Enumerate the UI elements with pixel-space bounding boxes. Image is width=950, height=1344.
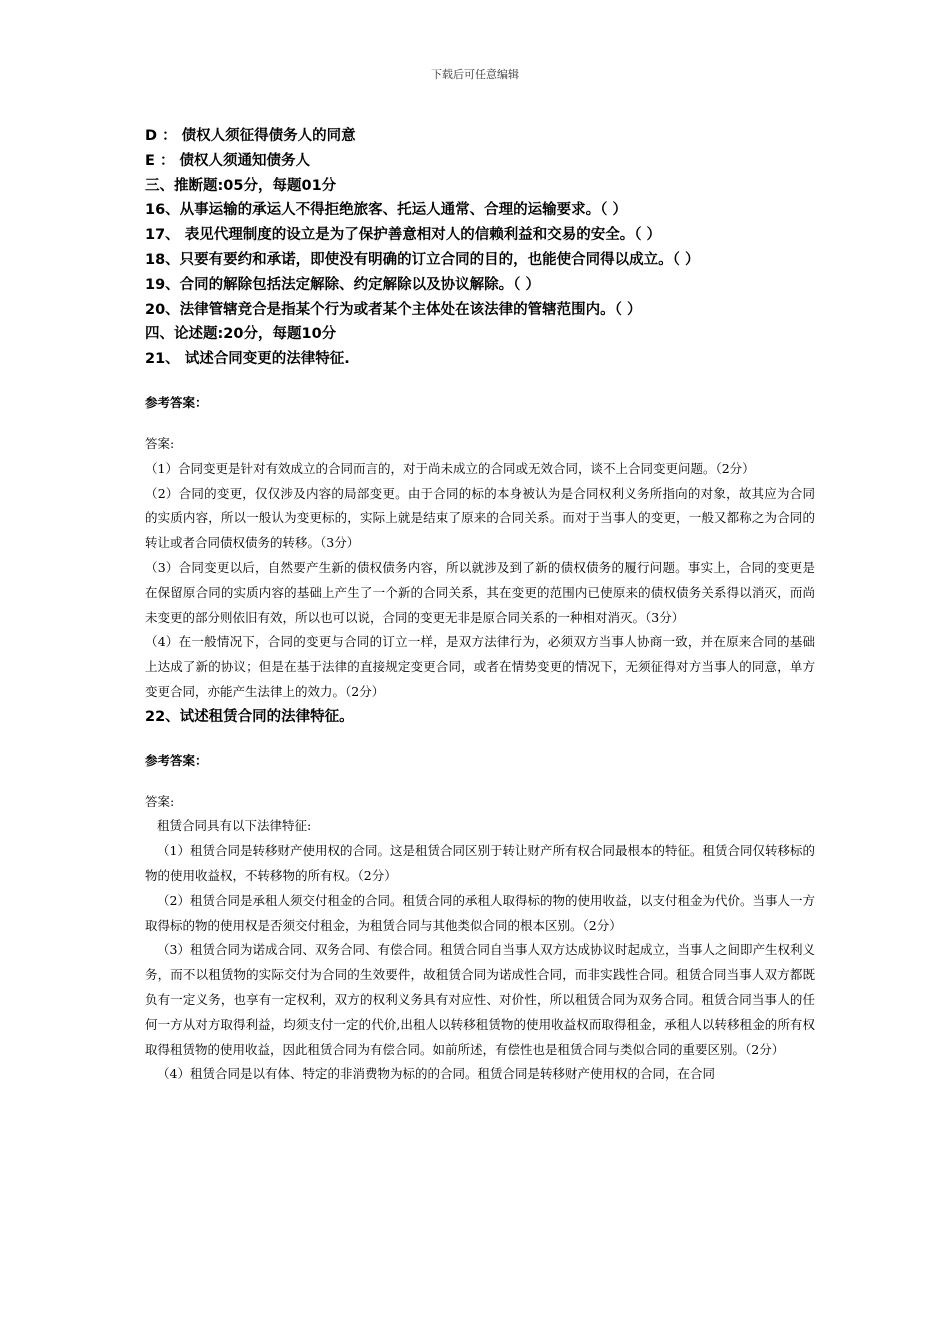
- q21-answer-point-3: （3）合同变更以后，自然要产生新的债权债务内容，所以就涉及到了新的债权债务的履行问题。事实上，合同的变更是在保留原合同的实质内容的基础上产生了一个新的合同关系，其在变更的范围内已使原来的债权债务关系得以消灭，而尚未变更的部分则依旧有效，所以也可以说，合同的变更无非是原合同关系的一种相对消灭。（3分）: [145, 559, 815, 625]
- q22-answer-label: 答案:: [145, 793, 175, 809]
- q22-answer-intro: 租赁合同具有以下法律特征:: [157, 818, 312, 834]
- q22-reference-label: 参考答案：: [145, 752, 208, 768]
- question-20: 20、法律管辖竞合是指某个行为或者某个主体处在该法律的管辖范围内。（ ）: [145, 301, 642, 318]
- q22-answer-point-4: （4）租赁合同是以有体、特定的非消费物为标的的合同。租赁合同是转移财产使用权的合同，在合同: [157, 1066, 715, 1082]
- section-heading-judgment: 三、推断题:05分，每题01分: [145, 177, 337, 194]
- question-18: 18、只要有要约和承诺，即使没有明确的订立合同的目的，也能使合同得以成立。（ ）: [145, 251, 700, 268]
- option-e: E ： 债权人须通知债务人: [145, 152, 311, 169]
- q22-answer-point-1: （1）租赁合同是转移财产使用权的合同。这是租赁合同区别于转让财产所有权合同最根本的特征。租赁合同仅转移标的物的使用收益权，不转移物的所有权。（2分）: [145, 843, 815, 883]
- section-heading-essay: 四、论述题:20分，每题10分: [145, 326, 337, 343]
- q22-answer-point-3: （3）租赁合同为诺成合同、双务合同、有偿合同。租赁合同自当事人双方达成协议时起成立，当事人之间即产生权利义务，而不以租赁物的实际交付为合同的生效要件，故租赁合同为诺成性合同，而非实践性合同。租赁合同当事人双方都既负有一定义务，也享有一定权利，双方的权利义务具有对应性、对价性，所以租赁合同为双务合同。租赁合同当事人的任何一方从对方取得利益，均须支付一定的代价,出租人以转移租赁物的使用收益权而取得租金，承租人以转移租金的所有权取得租赁物的使用收益，因此租赁合同为有偿合同。如前所述，有偿性也是租赁合同与类似合同的重要区别。（2分）: [145, 942, 815, 1057]
- question-19: 19、合同的解除包括法定解除、约定解除以及协议解除。（ ）: [145, 276, 540, 293]
- q21-answer-point-4: （4）在一般情况下，合同的变更与合同的订立一样，是双方法律行为，必须双方当事人协商一致，并在原来合同的基础上达成了新的协议；但是在基于法律的直接规定变更合同，或者在情势变更的情况下，无须征得对方当事人的同意，单方变更合同，亦能产生法律上的效力。（2分）: [145, 634, 815, 699]
- question-22: 22、试述租赁合同的法律特征。: [145, 708, 354, 725]
- document-body: [145, 124, 815, 1087]
- question-16: 16、从事运输的承运人不得拒绝旅客、托运人通常、合理的运输要求。（ ）: [145, 202, 627, 219]
- q21-answer-point-1: （1）合同变更是针对有效成立的合同而言的，对于尚未成立的合同或无效合同，谈不上合同变更问题。（2分）: [145, 460, 755, 476]
- q21-answer-point-2: （2）合同的变更，仅仅涉及内容的局部变更。由于合同的标的本身被认为是合同权利义务所指向的对象，故其应为合同的实质内容，所以一般认为变更标的，实际上就是结束了原来的合同关系。而对于当事人的变更，一般又都称之为合同的转让或者合同债权债务的转移。（3分）: [145, 485, 815, 551]
- q22-answer-point-2: （2）租赁合同是承租人须交付租金的合同。租赁合同的承租人取得标的物的使用收益，以支付租金为代价。当事人一方取得标的物的使用权是否须交付租金，为租赁合同与其他类似合同的根本区别。（2分）: [145, 892, 815, 933]
- question-17: 17、 表见代理制度的设立是为了保护善意相对人的信赖利益和交易的安全。（ ）: [145, 227, 662, 244]
- page-header: 下载后可任意编辑: [431, 68, 519, 81]
- q21-reference-label: 参考答案：: [145, 394, 208, 410]
- q21-answer-label: 答案:: [145, 435, 175, 451]
- option-d: D ： 债权人须征得债务人的同意: [145, 128, 356, 144]
- question-21: 21、 试述合同变更的法律特征.: [145, 351, 350, 368]
